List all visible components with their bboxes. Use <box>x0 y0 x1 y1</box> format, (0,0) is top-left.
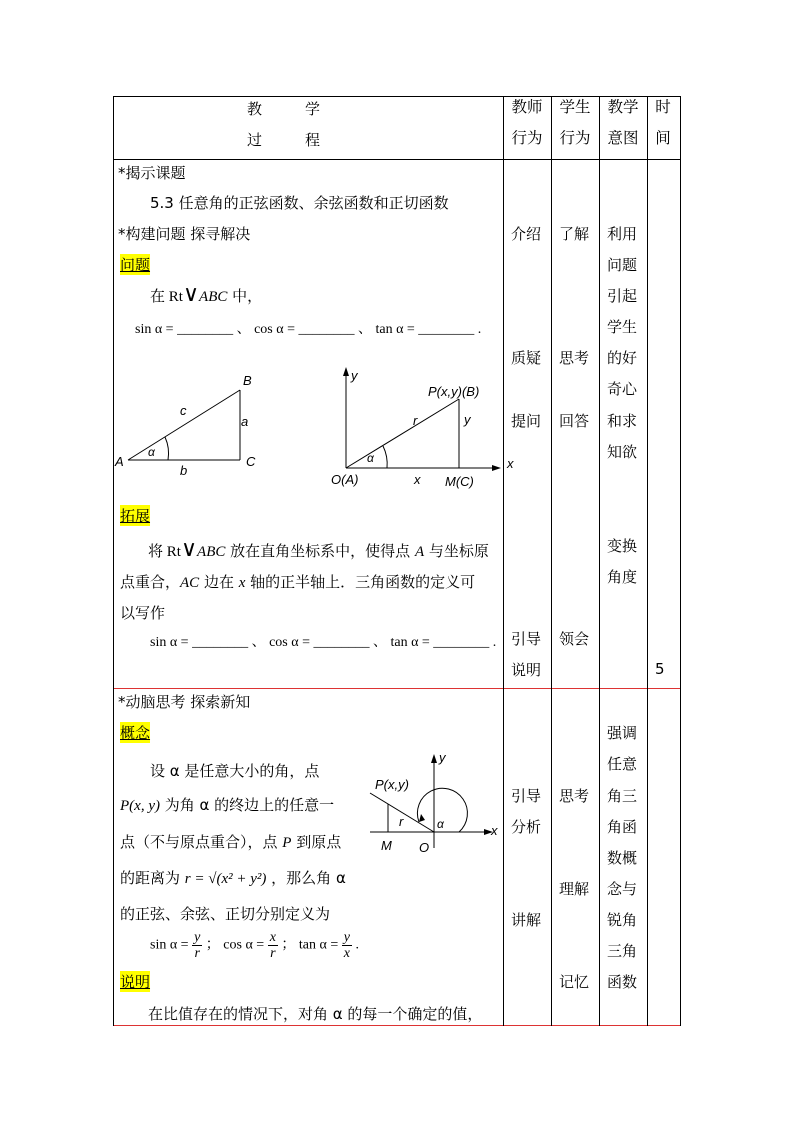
intent-12: 任意 <box>607 755 638 773</box>
lesson-title: 5.3 任意角的正弦函数、余弦函数和正切函数 <box>150 194 449 212</box>
student-action-5: 思考 <box>559 787 590 805</box>
header-text: 意图 <box>607 129 639 147</box>
arbitrary-angle-figure <box>355 748 505 858</box>
teacher-action-8: 讲解 <box>511 911 542 929</box>
teacher-action-1: 介绍 <box>511 225 542 243</box>
teacher-action-6: 引导 <box>511 787 542 805</box>
label-alpha: α <box>437 817 444 831</box>
triangle-side-c <box>128 390 240 460</box>
col-divider-3 <box>599 96 600 1026</box>
label-a: a <box>241 414 249 429</box>
def-tan-label: ； tan α = <box>281 937 339 953</box>
label-r: r <box>413 413 418 428</box>
label-A: A <box>115 454 124 469</box>
concept-line-1: 设 α 是任意大小的角，点 <box>150 762 320 780</box>
trig-blanks-2 <box>150 631 496 651</box>
intent-17: 锐角 <box>607 911 638 929</box>
fraction-y-over-x <box>342 930 352 961</box>
intent-19: 函数 <box>607 973 638 991</box>
def-sin-label: sin α = <box>150 937 189 953</box>
header-text: 行为 <box>559 129 591 147</box>
intent-18: 三角 <box>607 942 638 960</box>
numerator: y <box>343 930 350 945</box>
text: P <box>282 835 292 851</box>
text: ，那么角 α <box>266 869 346 887</box>
label-b: b <box>180 463 188 478</box>
header-text: 教学 <box>607 98 639 116</box>
label-side-y: y <box>464 412 471 427</box>
intent-10: 角度 <box>607 568 638 586</box>
question-label: 问题 <box>120 256 151 274</box>
note-label: 说明 <box>120 973 151 991</box>
header-text: 教师 <box>511 98 543 116</box>
intent-15: 数概 <box>607 849 638 867</box>
label-y-axis: y <box>351 368 358 383</box>
teacher-action-3: 提问 <box>511 412 542 430</box>
label-c: c <box>180 403 187 418</box>
section-heading-think: *动脑思考 探索新知 <box>118 693 251 711</box>
section-subheading-problem: *构建问题 探寻解决 <box>118 225 251 243</box>
label-r: r <box>399 814 404 829</box>
extend-text-line-2 <box>120 571 475 592</box>
intent-7: 和求 <box>607 412 638 430</box>
student-action-4: 领会 <box>559 630 590 648</box>
intent-3: 引起 <box>607 287 638 305</box>
concept-line-2 <box>120 794 334 815</box>
denominator: x <box>343 946 350 961</box>
extend-text-line-1 <box>148 536 489 561</box>
student-action-3: 回答 <box>559 412 590 430</box>
rt-prefix: 在 Rt <box>150 289 183 305</box>
text: 点（不与原点重合），点 <box>120 833 283 851</box>
header-teacher-behavior <box>504 92 550 154</box>
in-suffix: 中， <box>227 287 263 305</box>
time-minutes: 5 <box>655 660 665 678</box>
intent-9: 变换 <box>607 537 638 555</box>
header-text: 行为 <box>511 129 543 147</box>
table-bottom-border <box>113 1025 681 1026</box>
intent-14: 角函 <box>607 818 638 836</box>
label-O: O(A) <box>331 472 359 487</box>
period: . <box>355 937 359 953</box>
text: 将 Rt <box>148 544 181 560</box>
fraction-y-over-r <box>192 930 202 961</box>
col-divider-1 <box>503 96 504 1026</box>
teacher-action-2: 质疑 <box>511 349 542 367</box>
text: 点重合， <box>120 573 181 591</box>
y-axis-arrow <box>343 367 349 376</box>
right-triangle-figure <box>110 370 270 480</box>
student-action-6: 理解 <box>559 880 590 898</box>
note-text: 在比值存在的情况下，对角 α 的每一个确定的值， <box>148 1005 483 1023</box>
table-left-border <box>113 96 114 1026</box>
concept-line-3 <box>120 831 341 852</box>
teacher-action-7: 分析 <box>511 818 542 836</box>
def-cos-label: ； cos α = <box>205 937 265 953</box>
trig-definitions <box>150 930 359 961</box>
denominator: r <box>194 946 200 961</box>
intent-16: 念与 <box>607 880 638 898</box>
header-process-2: 程 <box>305 131 321 149</box>
text: 与坐标原 <box>424 542 489 560</box>
label-M: M <box>381 838 392 853</box>
trig-blank-text: sin α = ________ 、 cos α = ________ 、 tan α = ________ . <box>135 322 482 337</box>
text: x <box>238 575 246 591</box>
label-P: P(x,y)(B) <box>428 384 480 399</box>
extend-label: 拓展 <box>120 507 151 525</box>
intent-2: 问题 <box>607 256 638 274</box>
intent-6: 奇心 <box>607 380 638 398</box>
header-teach-2: 学 <box>305 100 321 118</box>
intent-11: 强调 <box>607 724 638 742</box>
label-O: O <box>419 840 430 855</box>
intent-8: 知欲 <box>607 443 638 461</box>
text: A <box>414 544 425 560</box>
angle-arc-arrow <box>419 814 425 822</box>
label-x: x <box>491 823 498 838</box>
y-axis-arrow <box>431 754 437 763</box>
col-divider-2 <box>551 96 552 1026</box>
text: 的距离为 <box>120 869 185 887</box>
x-axis-arrow <box>492 465 501 471</box>
label-x-axis: x <box>507 456 514 471</box>
triangle-symbol: ∨ <box>182 281 200 306</box>
label-x: x <box>414 472 421 487</box>
denominator: r <box>270 946 276 961</box>
distance-formula: r = √(x² + y²) <box>184 871 267 887</box>
coordinate-triangle-figure <box>325 362 520 492</box>
triangle-name: ABC <box>199 289 228 305</box>
table-right-border <box>680 96 681 1026</box>
text: ABC <box>197 544 226 560</box>
label-alpha: α <box>367 451 374 465</box>
trig-blank-text: sin α = ________ 、 cos α = ________ 、 tan α = ________ . <box>150 635 497 650</box>
concept-line-5: 的正弦、余弦、正切分别定义为 <box>120 905 331 923</box>
label-y: y <box>439 750 446 765</box>
extend-text-line-3: 以写作 <box>120 604 166 622</box>
concept-line-4 <box>120 867 346 888</box>
header-text: 时 <box>655 98 671 116</box>
in-triangle-line <box>150 281 263 306</box>
text: 放在直角坐标系中，使得点 <box>225 542 415 560</box>
label-P: P(x,y) <box>375 777 409 792</box>
angle-arc <box>383 446 387 468</box>
student-action-7: 记忆 <box>559 973 590 991</box>
text: 边在 <box>199 573 239 591</box>
section-heading-reveal-topic: *揭示课题 <box>118 164 186 182</box>
text: 到原点 <box>291 833 342 851</box>
header-time <box>640 92 686 154</box>
header-bottom-border <box>113 159 681 160</box>
hypotenuse-r <box>346 399 459 468</box>
label-M: M(C) <box>445 474 474 489</box>
numerator: y <box>194 930 201 945</box>
text: AC <box>180 575 200 591</box>
text: 轴的正半轴上．三角函数的定义可 <box>245 573 476 591</box>
student-action-1: 了解 <box>559 225 590 243</box>
student-action-2: 思考 <box>559 349 590 367</box>
header-text: 学生 <box>559 98 591 116</box>
intent-1: 利用 <box>607 225 638 243</box>
label-C: C <box>246 454 256 469</box>
concept-label: 概念 <box>120 724 151 742</box>
col-divider-4 <box>647 96 648 1026</box>
fraction-x-over-r <box>268 930 278 961</box>
teacher-action-5: 说明 <box>511 661 542 679</box>
intent-4: 学生 <box>607 318 638 336</box>
intent-13: 角三 <box>607 787 638 805</box>
intent-5: 的好 <box>607 349 638 367</box>
text: 为角 α 的终边上的任意一 <box>159 796 335 814</box>
text: P(x, y) <box>120 798 160 814</box>
section-divider <box>113 688 681 689</box>
triangle-symbol: ∨ <box>180 536 198 561</box>
numerator: x <box>269 930 276 945</box>
header-process-1: 过 <box>247 131 263 149</box>
label-B: B <box>243 373 252 388</box>
label-alpha: α <box>148 445 155 459</box>
header-teach-1: 教 <box>247 100 263 118</box>
teacher-action-4: 引导 <box>511 630 542 648</box>
angle-arc <box>165 437 169 460</box>
trig-blanks-1 <box>135 318 481 338</box>
header-student-behavior <box>552 92 598 154</box>
header-text: 间 <box>655 129 671 147</box>
